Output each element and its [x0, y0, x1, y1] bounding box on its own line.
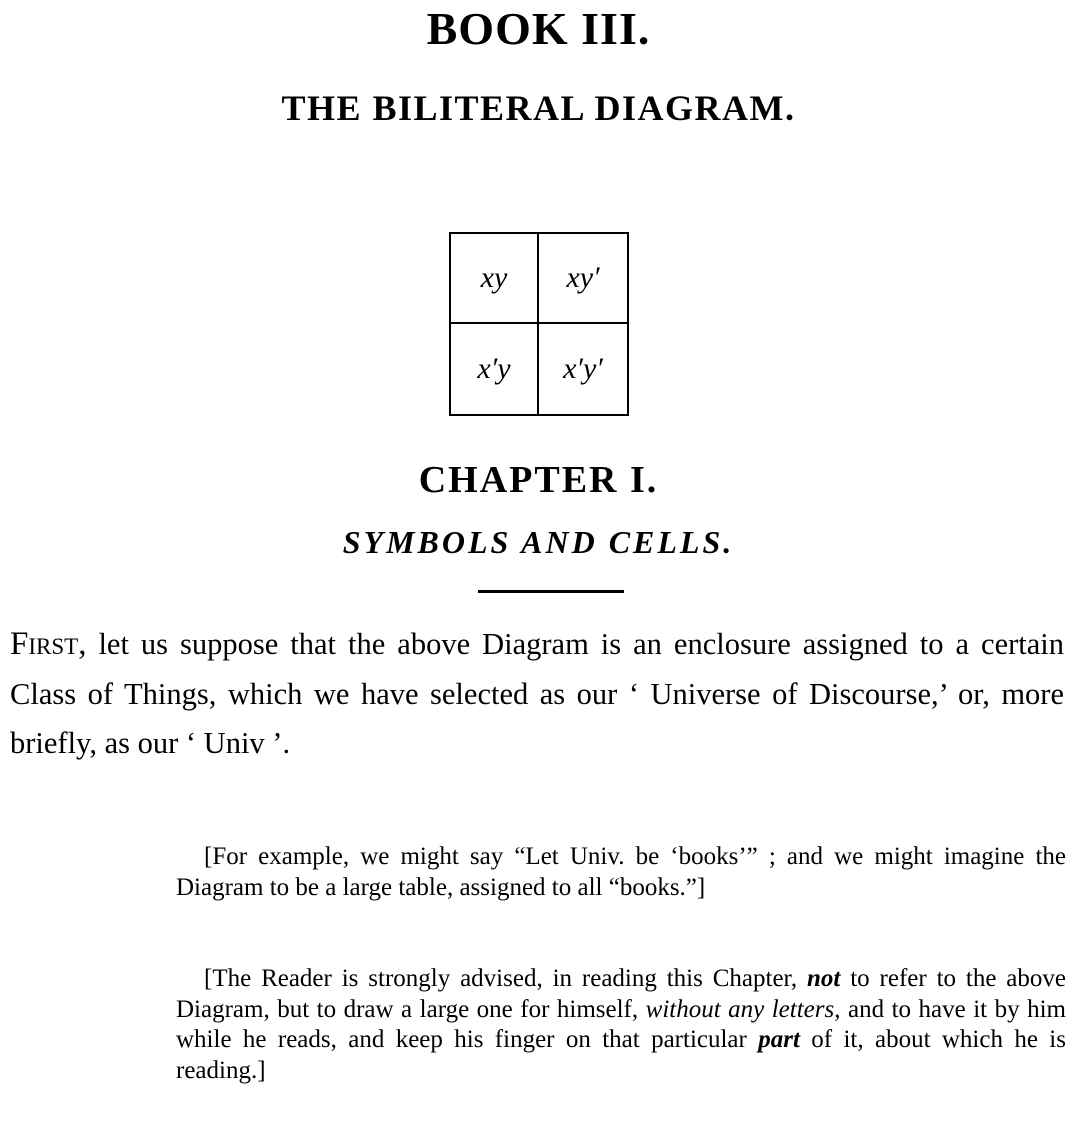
biliteral-diagram	[449, 232, 629, 416]
advice-not: not	[806, 965, 841, 992]
advice-text-3: , and to have it by him while he reads, and keep his finger on that particular	[176, 995, 1066, 1053]
footnote-advice	[176, 964, 1066, 1086]
diagram-cell-xy-prime: xy′	[539, 234, 627, 324]
advice-text-4: of it, about which he is reading.]	[176, 1026, 1066, 1084]
diagram-cell-x-prime-y-prime: x′y′	[563, 352, 603, 385]
advice-text-2: to refer to the above Diagram, but to draw a large one for himself,	[176, 965, 1066, 1023]
advice-without-letters: without any letters	[645, 995, 835, 1023]
paragraph-text: let us suppose that the above Diagram is an enclosure assigned to a certain Class of Things, which we have selected as our ‘ Universe of Discourse,’ or, more briefly, as our ‘ Univ ’.	[10, 627, 1064, 760]
advice-part: part	[758, 1026, 800, 1053]
section-divider	[478, 590, 624, 593]
book-title: BOOK III.	[426, 3, 651, 54]
book-subtitle: THE BILITERAL DIAGRAM.	[281, 88, 796, 128]
diagram-cell-x-prime-y: x′y	[451, 324, 539, 414]
footnote-example: [For example, we might say “Let Univ. be ‘books’” ; and we might imagine the Diagram to be a large table, assigned to all “books.”]	[176, 843, 1066, 901]
main-paragraph	[10, 620, 1064, 769]
chapter-title: CHAPTER I.	[418, 459, 659, 501]
paragraph-first-word: First,	[10, 626, 87, 662]
advice-text-1: [The Reader is strongly advised, in reading this Chapter,	[204, 965, 807, 992]
chapter-subtitle: SYMBOLS AND CELLS.	[342, 524, 735, 560]
diagram-cell-xy: xy	[451, 234, 539, 324]
